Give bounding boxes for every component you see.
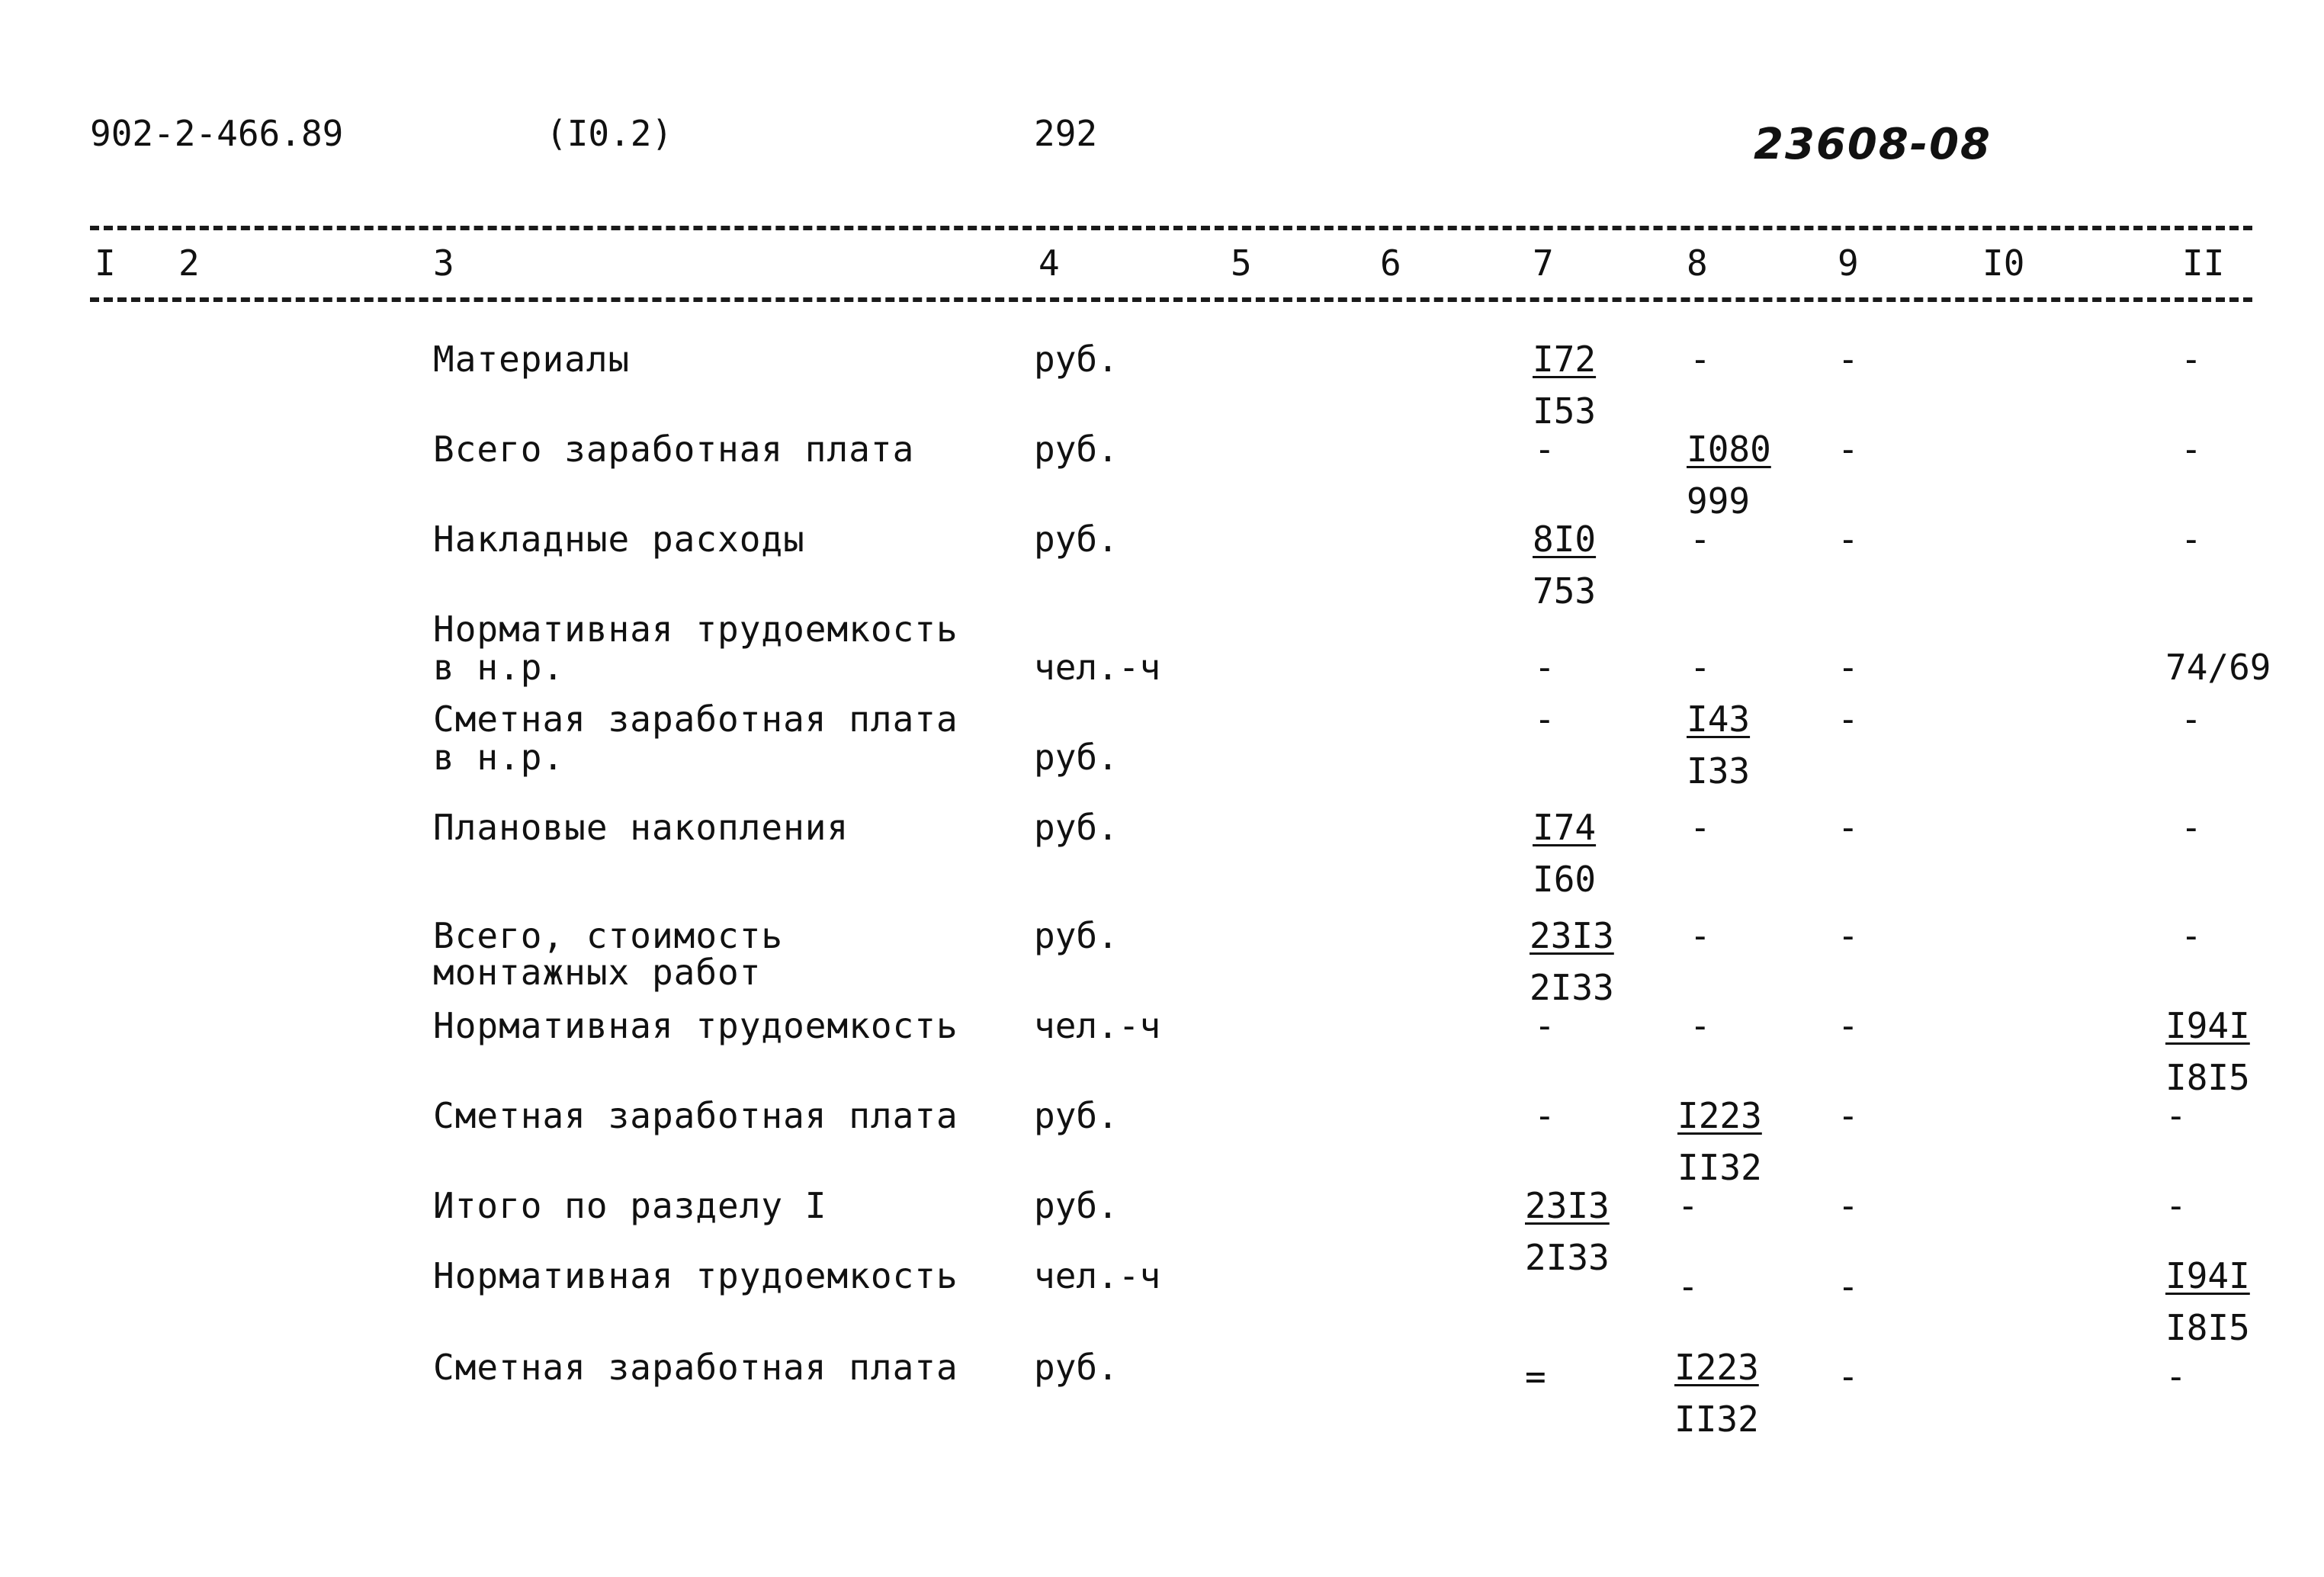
col8-value: - [1690, 1005, 1711, 1046]
col7-value-bottom: 2I33 [1525, 1237, 1610, 1278]
col7-value-bottom: I60 [1533, 859, 1597, 900]
col7-value-top: 23I3 [1530, 915, 1614, 956]
col-header-7: 7 [1533, 242, 1554, 284]
col-header-2: 2 [178, 242, 200, 284]
row-unit: руб. [1034, 1347, 1119, 1388]
col11-value-top: I94I [2165, 1005, 2250, 1046]
col11-value: - [2181, 339, 2202, 380]
col-header-8: 8 [1687, 242, 1708, 284]
row-label-est-wages: Сметная заработная плата [433, 1347, 958, 1388]
col11-value: 74/69 [2165, 647, 2271, 688]
row-label-est-wages-nr-line1: Сметная заработная плата [433, 699, 958, 740]
col8-value: - [1690, 519, 1711, 560]
row-label-section-total: Итого по разделу I [433, 1185, 827, 1226]
col7-value: - [1534, 647, 1555, 688]
col7-value-bottom: 753 [1533, 570, 1597, 612]
col11-value: - [2181, 807, 2202, 848]
section-code: (I0.2) [546, 113, 673, 154]
col8-value: - [1690, 339, 1711, 380]
col8-value-bottom: I33 [1687, 750, 1751, 792]
col7-value-top: I74 [1533, 807, 1597, 848]
row-unit: руб. [1034, 429, 1119, 470]
col9-value: - [1838, 339, 1859, 380]
col8-value: - [1677, 1266, 1699, 1307]
col9-value: - [1838, 647, 1859, 688]
col8-value: - [1690, 915, 1711, 956]
row-unit: руб. [1034, 737, 1119, 778]
col-header-10: I0 [1982, 242, 2025, 284]
header-top-rule [90, 226, 2252, 230]
col8-value-bottom: II32 [1674, 1399, 1759, 1440]
col11-value: - [2181, 429, 2202, 470]
row-unit: руб. [1034, 915, 1119, 956]
row-label-total-cost-line1: Всего, стоимость [433, 915, 784, 956]
col11-value: - [2165, 1185, 2187, 1226]
row-unit: руб. [1034, 807, 1119, 848]
row-unit: руб. [1034, 339, 1119, 380]
col8-value: - [1677, 1185, 1699, 1226]
col9-value: - [1838, 1095, 1859, 1136]
row-label-norm-labor: Нормативная трудоемкость [433, 1255, 958, 1296]
col8-value-top: I080 [1687, 429, 1771, 470]
row-label-planned-savings: Плановые накопления [433, 807, 849, 848]
col9-value: - [1838, 915, 1859, 956]
row-unit: чел.-ч [1034, 1005, 1161, 1046]
col11-value: - [2181, 699, 2202, 740]
col9-value: - [1838, 1005, 1859, 1046]
row-label-est-wages: Сметная заработная плата [433, 1095, 958, 1136]
col7-value: - [1534, 1005, 1555, 1046]
col8-value-bottom: II32 [1677, 1147, 1762, 1188]
row-label-overhead: Накладные расходы [433, 519, 805, 560]
col9-value: - [1838, 1185, 1859, 1226]
col9-value: - [1838, 1266, 1859, 1307]
col8-value-bottom: 999 [1687, 480, 1751, 522]
col11-value-bottom: I8I5 [2165, 1307, 2250, 1348]
header-bottom-rule [90, 297, 2252, 302]
row-label-norm-labor-nr-line1: Нормативная трудоемкость [433, 609, 958, 650]
col9-value: - [1838, 429, 1859, 470]
col-header-6: 6 [1380, 242, 1401, 284]
col-header-9: 9 [1838, 242, 1859, 284]
col7-value-top: I72 [1533, 339, 1597, 380]
row-unit: чел.-ч [1034, 647, 1161, 688]
col11-value: - [2165, 1356, 2187, 1397]
col9-value: - [1838, 519, 1859, 560]
row-unit: руб. [1034, 519, 1119, 560]
col8-value: - [1690, 807, 1711, 848]
row-label-materials: Материалы [433, 339, 631, 380]
row-unit: чел.-ч [1034, 1255, 1161, 1296]
col-header-4: 4 [1038, 242, 1060, 284]
col8-value-top: I223 [1674, 1347, 1759, 1388]
col11-value: - [2181, 519, 2202, 560]
col8-value: - [1690, 647, 1711, 688]
col7-value: - [1534, 699, 1555, 740]
col11-value-top: I94I [2165, 1255, 2250, 1296]
document-code: 902-2-466.89 [90, 113, 344, 154]
col-header-1: I [95, 242, 116, 284]
col-header-3: 3 [433, 242, 454, 284]
col7-value: - [1534, 429, 1555, 470]
col7-value: = [1525, 1356, 1546, 1397]
row-unit: руб. [1034, 1185, 1119, 1226]
col9-value: - [1838, 807, 1859, 848]
col11-value-bottom: I8I5 [2165, 1057, 2250, 1098]
row-label-est-wages-nr-line2: в н.р. [433, 737, 565, 778]
col-header-11: II [2182, 242, 2225, 284]
col7-value: - [1534, 1095, 1555, 1136]
col-header-5: 5 [1231, 242, 1252, 284]
row-label-total-cost-line2: монтажных работ [433, 952, 762, 993]
row-label-total-wages: Всего заработная плата [433, 429, 915, 470]
col8-value-top: I43 [1687, 699, 1751, 740]
page-number: 292 [1034, 113, 1098, 154]
col7-value-top: 8I0 [1533, 519, 1597, 560]
col9-value: - [1838, 1356, 1859, 1397]
col11-value: - [2181, 915, 2202, 956]
row-label-norm-labor: Нормативная трудоемкость [433, 1005, 958, 1046]
col7-value-bottom: I53 [1533, 390, 1597, 432]
col7-value-top: 23I3 [1525, 1185, 1610, 1226]
col11-value: - [2165, 1095, 2187, 1136]
row-unit: руб. [1034, 1095, 1119, 1136]
col8-value-top: I223 [1677, 1095, 1762, 1136]
row-label-norm-labor-nr-line2: в н.р. [433, 647, 565, 688]
col7-value-bottom: 2I33 [1530, 967, 1614, 1008]
col9-value: - [1838, 699, 1859, 740]
handwritten-number: 23608-08 [1754, 120, 1992, 169]
